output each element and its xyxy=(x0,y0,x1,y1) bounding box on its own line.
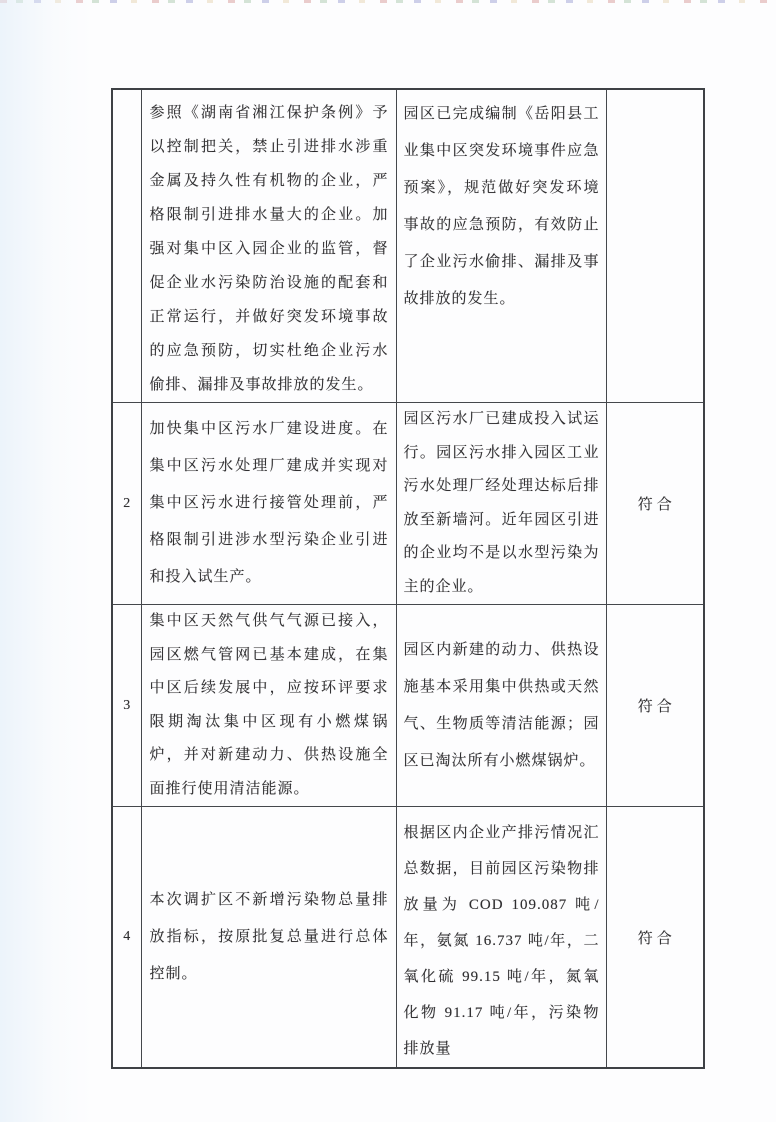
conclusion-cell xyxy=(606,89,704,403)
row-number-cell: 3 xyxy=(112,605,141,807)
scan-noise-band xyxy=(0,0,776,3)
requirement-cell: 集中区天然气供气气源已接入，园区燃气管网已基本建成，在集中区后续发展中，应按环评要求限期淘汰集中区现有小燃煤锅炉，并对新建动力、供热设施全面推行使用清洁能源。 xyxy=(141,605,396,807)
implementation-status-cell: 园区内新建的动力、供热设施基本采用集中供热或天然气、生物质等清洁能源；园区已淘汰所有小燃煤锅炉。 xyxy=(396,605,606,807)
table-row xyxy=(112,89,704,403)
table-row xyxy=(112,807,704,1069)
table-row xyxy=(112,605,704,807)
implementation-status-cell: 园区污水厂已建成投入试运行。园区污水排入园区工业污水处理厂经处理达标后排放至新墙河。近年园区引进的企业均不是以水型污染为主的企业。 xyxy=(396,403,606,605)
conclusion-cell: 符合 xyxy=(606,605,704,807)
row-number-cell: 2 xyxy=(112,403,141,605)
implementation-status-cell: 园区已完成编制《岳阳县工业集中区突发环境事件应急预案》，规范做好突发环境事故的应急预防，有效防止了企业污水偷排、漏排及事故排放的发生。 xyxy=(396,89,606,403)
row-number-cell xyxy=(112,89,141,403)
implementation-status-cell: 根据区内企业产排污情况汇总数据，目前园区污染物排放量为 COD 109.087 吨/年，氨氮 16.737 吨/年，二氧化硫 99.15 吨/年，氮氧化物 91.17 吨/年，污染物排放量 xyxy=(396,807,606,1069)
scan-edge-tint xyxy=(0,0,92,1122)
requirement-cell: 加快集中区污水厂建设进度。在集中区污水处理厂建成并实现对集中区污水进行接管处理前，严格限制引进涉水型污染企业引进和投入试生产。 xyxy=(141,403,396,605)
conclusion-cell: 符合 xyxy=(606,807,704,1069)
conclusion-cell: 符合 xyxy=(606,403,704,605)
row-number-cell: 4 xyxy=(112,807,141,1069)
table-row xyxy=(112,403,704,605)
requirement-cell: 参照《湖南省湘江保护条例》予以控制把关，禁止引进排水涉重金属及持久性有机物的企业，严格限制引进排水量大的企业。加强对集中区入园企业的监管，督促企业水污染防治设施的配套和正常运行，并做好突发环境事故的应急预防，切实杜绝企业污水偷排、漏排及事故排放的发生。 xyxy=(141,89,396,403)
compliance-table xyxy=(111,88,705,1069)
requirement-cell: 本次调扩区不新增污染物总量排放指标，按原批复总量进行总体控制。 xyxy=(141,807,396,1069)
